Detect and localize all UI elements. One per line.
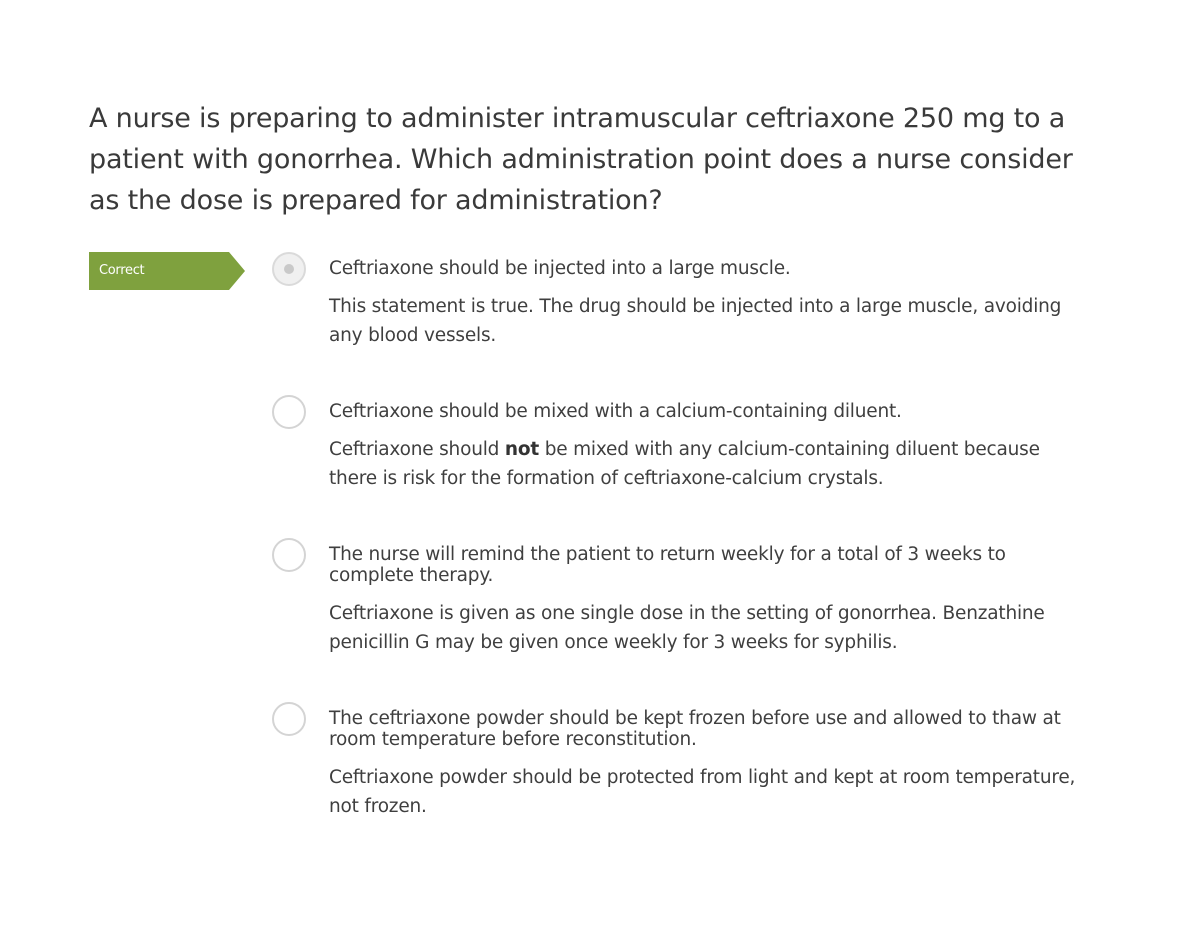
answer-radio-4[interactable] — [272, 702, 306, 736]
answer-radio-2[interactable] — [272, 395, 306, 429]
correct-badge-label: Correct — [99, 263, 145, 278]
answer-rationale-3: Ceftriaxone is given as one single dose in the setting of gonorrhea. Benzathine penicillin G may be given once weekly for 3 weeks for syphilis. — [329, 603, 1045, 653]
rationale-text-before: Ceftriaxone should — [329, 439, 505, 460]
answer-rationale-2 — [329, 435, 1089, 493]
answer-option-text-2[interactable]: Ceftriaxone should be mixed with a calcium-containing diluent. — [329, 401, 902, 422]
answer-option-text-3[interactable]: The nurse will remind the patient to return weekly for a total of 3 weeks to complete therapy. — [329, 544, 1006, 586]
answer-radio-3[interactable] — [272, 538, 306, 572]
question-text: A nurse is preparing to administer intramuscular ceftriaxone 250 mg to a patient with gonorrhea. Which administration point does a nurse consider as the dose is prepared for administration? — [89, 103, 1073, 216]
answer-option-text-1[interactable]: Ceftriaxone should be injected into a large muscle. — [329, 258, 791, 279]
answer-option-text-4[interactable]: The ceftriaxone powder should be kept frozen before use and allowed to thaw at room temperature before reconstitution. — [329, 708, 1061, 750]
rationale-emphasis-not: not — [504, 439, 540, 460]
rationale-text-after: be mixed with any calcium-containing diluent because there is risk for the formation of ceftriaxone-calcium crystals. — [329, 439, 1040, 489]
radio-selected-dot — [284, 264, 294, 274]
answer-rationale-1: This statement is true. The drug should be injected into a large muscle, avoiding any blood vessels. — [329, 296, 1062, 346]
answer-rationale-4: Ceftriaxone powder should be protected from light and kept at room temperature, not frozen. — [329, 767, 1076, 817]
answer-radio-1[interactable] — [272, 252, 306, 286]
